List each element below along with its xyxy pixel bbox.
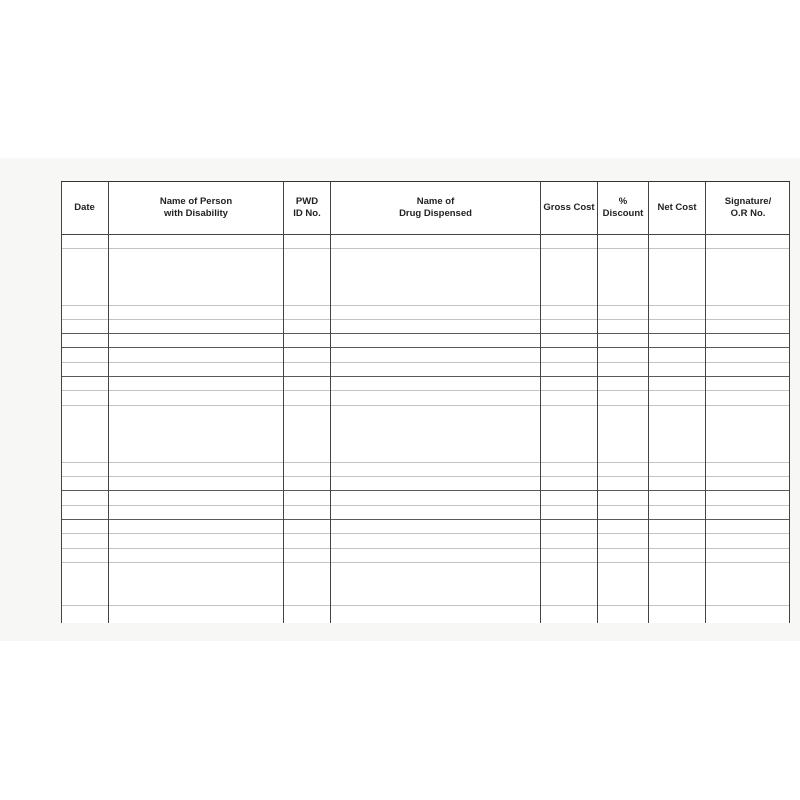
row-rule	[61, 333, 790, 334]
row-rule	[61, 476, 790, 477]
row-rule	[61, 548, 790, 549]
pwd-drug-dispensing-ledger	[61, 181, 790, 623]
column-rule	[61, 182, 62, 623]
row-rule	[61, 405, 790, 406]
column-rule	[108, 182, 109, 623]
row-rule	[61, 462, 790, 463]
row-rule	[61, 562, 790, 563]
column-rule	[789, 182, 790, 623]
row-rule	[61, 248, 790, 249]
row-rule	[61, 519, 790, 520]
row-rule	[61, 362, 790, 363]
header-drug-name: Name of Drug Dispensed	[399, 196, 472, 219]
header-divider	[61, 234, 790, 235]
row-rule	[61, 319, 790, 320]
row-rule	[61, 505, 790, 506]
column-rule	[283, 182, 284, 623]
header-gross-cost: Gross Cost	[543, 202, 595, 213]
row-rule	[61, 347, 790, 348]
header-date: Date	[74, 202, 95, 213]
header-pwd-id: PWD ID No.	[293, 196, 321, 219]
column-rule	[597, 182, 598, 623]
header-discount: % Discount	[602, 196, 644, 219]
column-rule	[648, 182, 649, 623]
header-person-name: Name of Person with Disability	[159, 196, 233, 219]
header-signature: Signature/ O.R No.	[724, 196, 772, 219]
column-rule	[330, 182, 331, 623]
column-rule	[540, 182, 541, 623]
column-rule	[705, 182, 706, 623]
row-rule	[61, 305, 790, 306]
row-rule	[61, 390, 790, 391]
header-net-cost: Net Cost	[657, 202, 697, 213]
row-rule	[61, 490, 790, 491]
row-rule	[61, 605, 790, 606]
row-rule	[61, 533, 790, 534]
row-rule	[61, 376, 790, 377]
